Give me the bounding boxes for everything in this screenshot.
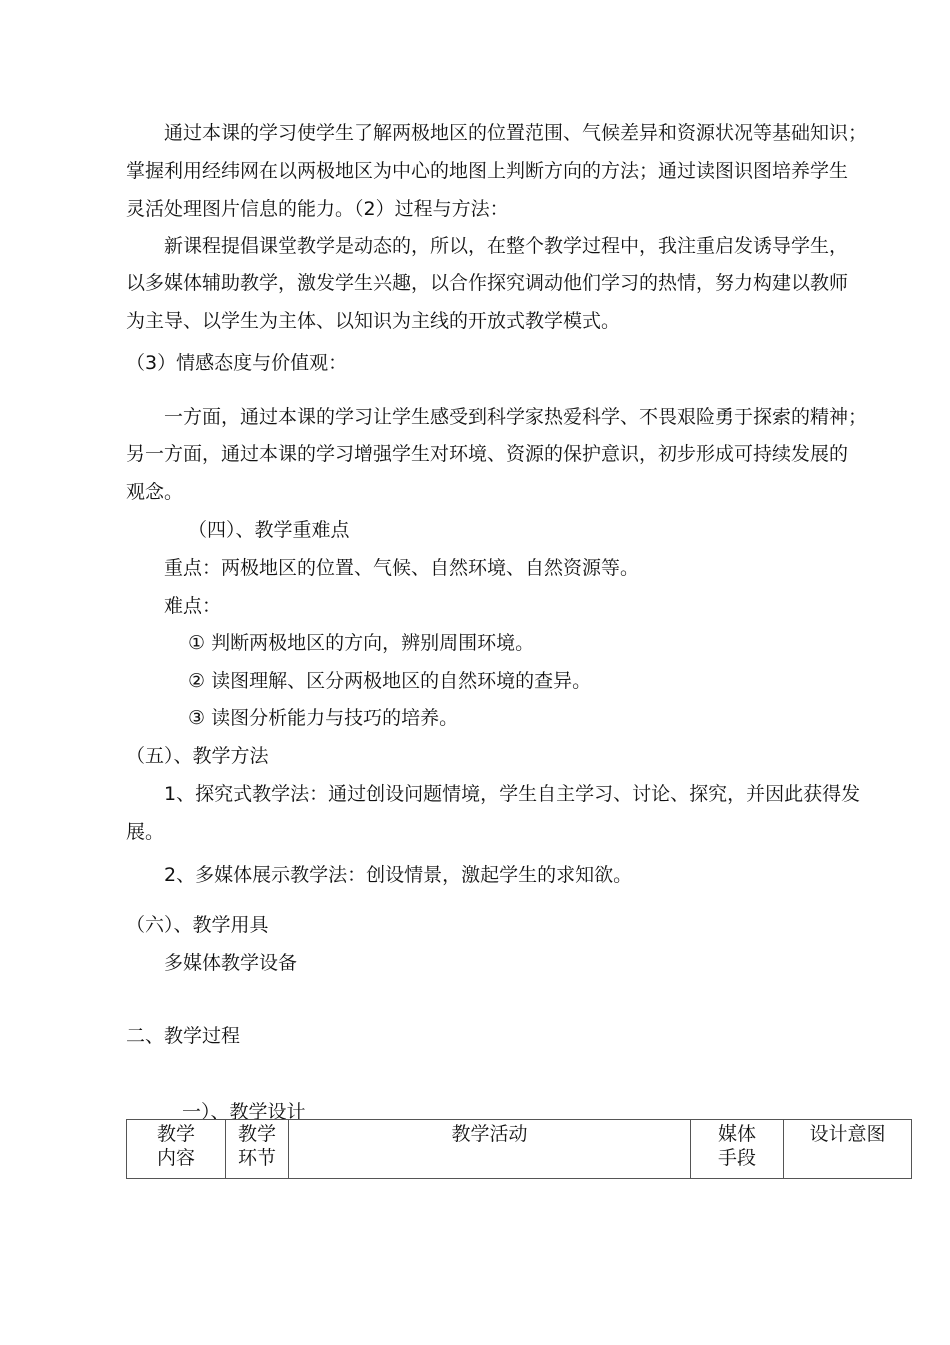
difficulty-item: ③ 读图分析能力与技巧的培养。 (188, 707, 459, 729)
tools-text: 多媒体教学设备 (164, 952, 298, 974)
paragraph-line: 观念。 (126, 481, 184, 503)
paragraph-line: 为主导、以学生为主体、以知识为主线的开放式教学模式。 (126, 310, 621, 332)
header-teaching-activity: 教学活动 (289, 1120, 691, 1179)
header-teaching-stage: 教学 环节 (226, 1120, 289, 1179)
method-item: 1、探究式教学法：通过创设问题情境，学生自主学习、讨论、探究，并因此获得发 (164, 783, 861, 805)
paragraph-line: 一方面，通过本课的学习让学生感受到科学家热爱科学、不畏艰险勇于探索的精神； (164, 406, 868, 428)
section-heading-affective: （3）情感态度与价值观： (126, 352, 348, 374)
paragraph-line: 掌握利用经纬网在以两极地区为中心的地图上判断方向的方法；通过读图识图培养学生 (126, 160, 849, 182)
difficulty-item: ② 读图理解、区分两极地区的自然环境的查异。 (188, 670, 592, 692)
teaching-design-table (126, 1119, 912, 1179)
paragraph-line: 以多媒体辅助教学，激发学生兴趣，以合作探究调动他们学习的热情，努力构建以教师 (126, 272, 849, 294)
table-header-row (127, 1120, 912, 1179)
header-design-intent: 设计意图 (784, 1120, 912, 1179)
section-heading-key-points: （四）、教学重难点 (188, 519, 350, 541)
difficulty-label: 难点： (164, 595, 222, 617)
subsection-heading-design: 一）、教学设计 (182, 1101, 306, 1123)
header-media: 媒体 手段 (691, 1120, 784, 1179)
paragraph-line: 另一方面，通过本课的学习增强学生对环境、资源的保护意识，初步形成可持续发展的 (126, 443, 849, 465)
section-heading-tools: （六）、教学用具 (126, 914, 269, 936)
difficulty-item: ① 判断两极地区的方向，辨别周围环境。 (188, 632, 535, 654)
paragraph-line: 新课程提倡课堂教学是动态的，所以，在整个教学过程中，我注重启发诱导学生， (164, 235, 849, 257)
section-heading-process: 二、教学过程 (126, 1025, 241, 1047)
method-item-continued: 展。 (126, 821, 165, 843)
paragraph-line: 灵活处理图片信息的能力。（2）过程与方法： (126, 198, 509, 220)
section-heading-methods: （五）、教学方法 (126, 745, 269, 767)
key-point-text: 重点：两极地区的位置、气候、自然环境、自然资源等。 (164, 557, 640, 579)
header-teaching-content: 教学 内容 (127, 1120, 226, 1179)
method-item: 2、多媒体展示教学法：创设情景，激起学生的求知欲。 (164, 864, 633, 886)
paragraph-line: 通过本课的学习使学生了解两极地区的位置范围、气候差异和资源状况等基础知识； (164, 122, 868, 144)
